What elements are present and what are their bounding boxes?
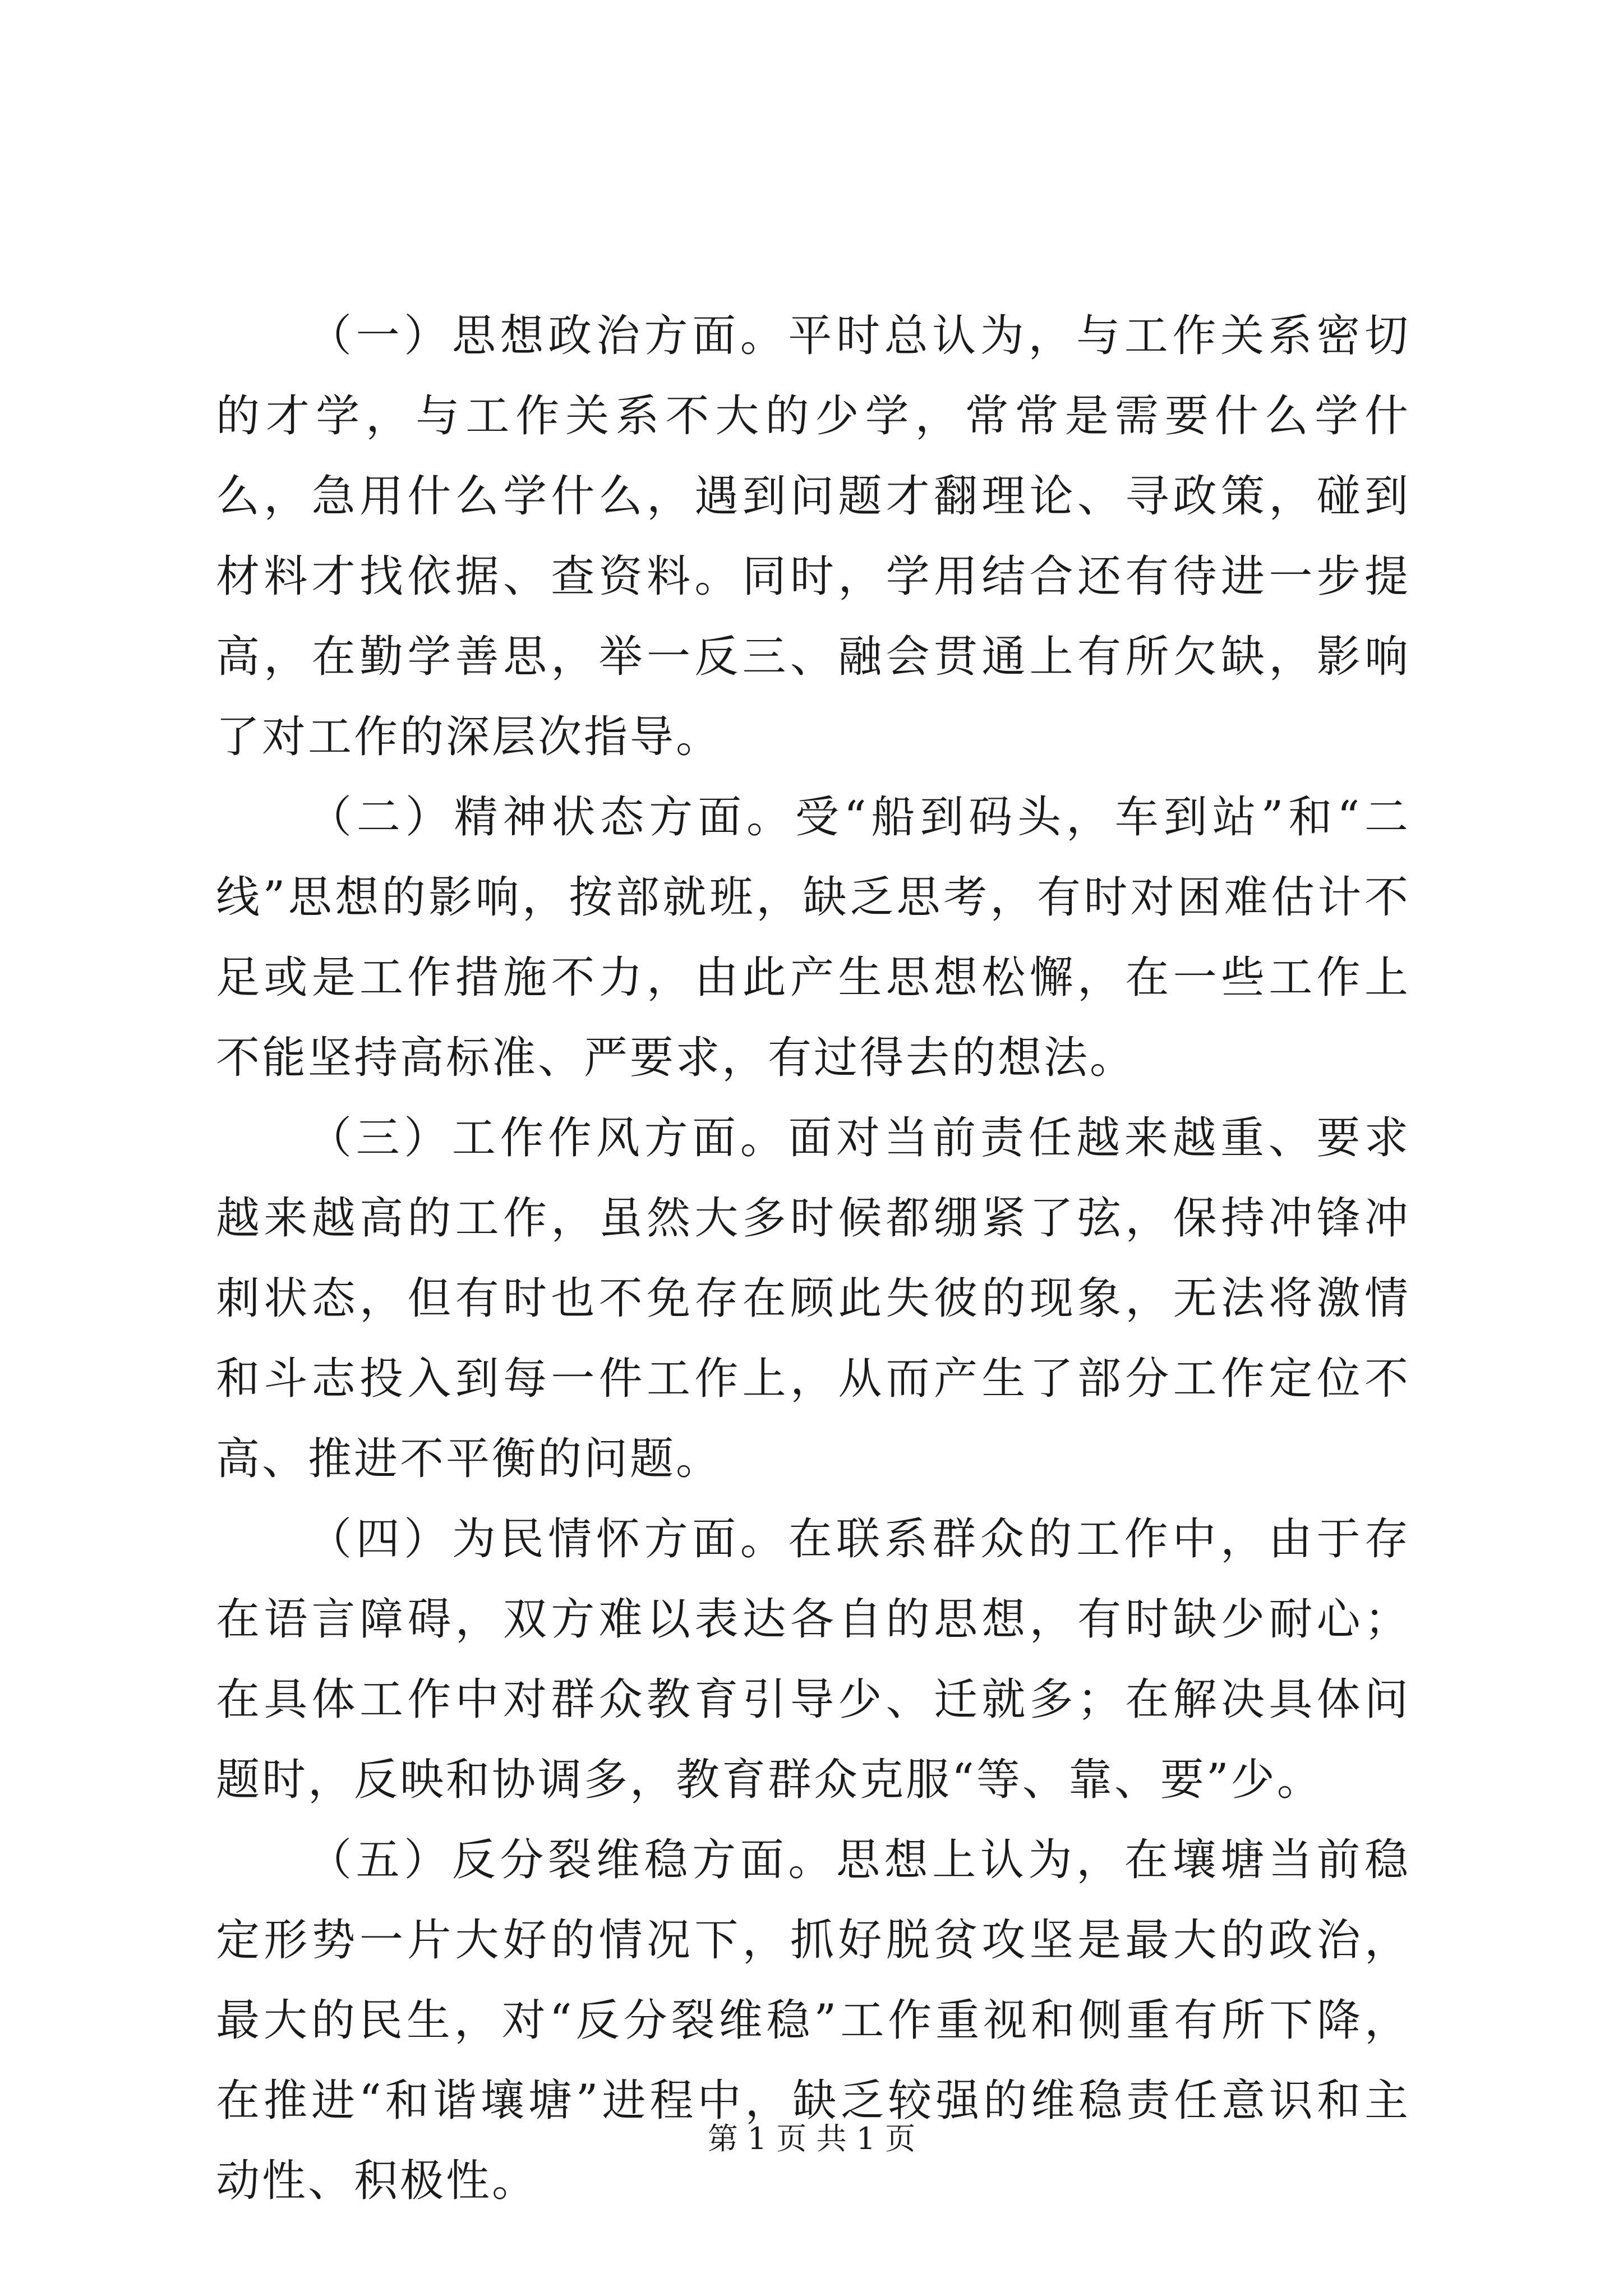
page-footer: 第 1 页 共 1 页 — [707, 2121, 916, 2156]
paragraph-spirit: （二）精神状态方面。受“船到码头，车到站”和“二线”思想的影响，按部就班，缺乏思考，有时对困难估计不足或是工作措施不力，由此产生思想松懈，在一些工作上不能坚持高标准、严要求，有过得去的想法。 — [216, 792, 1410, 1083]
paragraph-ideology: （一）思想政治方面。平时总认为，与工作关系密切的才学，与工作关系不大的少学，常常是需要什么学什么，急用什么学什么，遇到问题才翻理论、寻政策，碰到材料才找依据、查资料。同时，学用结合还有待进一步提高，在勤学善思，举一反三、融会贯通上有所欠缺，影响了对工作的深层次指导。 — [216, 311, 1410, 762]
paragraph-stability: （五）反分裂维稳方面。思想上认为，在壤塘当前稳定形势一片大好的情况下，抓好脱贫攻坚是最大的政治，最大的民生，对“反分裂维稳”工作重视和侧重有所下降，在推进“和谐壤塘”进程中，缺乏较强的维稳责任意识和主动性、积极性。 — [216, 1835, 1410, 2206]
paragraph-people: （四）为民情怀方面。在联系群众的工作中，由于存在语言障碍，双方难以表达各自的思想，有时缺少耐心；在具体工作中对群众教育引导少、迁就多；在解决具体问题时，反映和协调多，教育群众克服“等、靠、要”少。 — [216, 1514, 1410, 1805]
paragraph-work-style: （三）工作作风方面。面对当前责任越来越重、要求越来越高的工作，虽然大多时候都绷紧了弦，保持冲锋冲刺状态，但有时也不免存在顾此失彼的现象，无法将激情和斗志投入到每一件工作上，从而产生了部分工作定位不高、推进不平衡的问题。 — [216, 1113, 1410, 1484]
document-body — [216, 296, 1410, 2221]
